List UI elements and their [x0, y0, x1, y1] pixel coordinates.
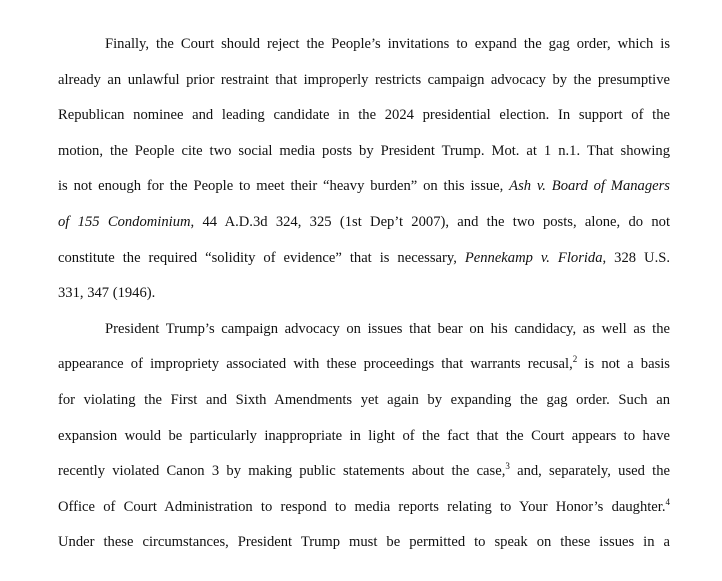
- text-run: Finally, the Court should reject the People’s invitations to expand the gag order, which is: [105, 36, 670, 52]
- footnote-ref: 3: [505, 461, 510, 472]
- text-line: [58, 425, 670, 461]
- text-run: , 44 A.D.3d 324, 325 (1st Dep’t 2007), and the two posts, alone, do not: [190, 213, 671, 230]
- text-run: appearance of impropriety associated with these proceedings that warrants recusal,: [58, 356, 573, 373]
- text-run: , 328 U.S.: [602, 249, 670, 266]
- footnote-ref: 4: [665, 496, 670, 507]
- text-run: for violating the First and Sixth Amendments yet again by expanding the gag order. Such an: [58, 391, 670, 408]
- text-line: [58, 318, 670, 354]
- text-run: expansion would be particularly inappropriate in light of the fact that the Court appears to have: [58, 427, 670, 444]
- text-line: [58, 496, 670, 532]
- paragraph-campaign-advocacy: [58, 318, 670, 567]
- text-run: is not a basis: [577, 356, 670, 373]
- text-run: constitute the required “solidity of evidence” that is necessary,: [58, 249, 465, 266]
- text-line: [58, 282, 670, 318]
- text-run: already an unlawful prior restraint that improperly restricts campaign advocacy by the presumptive: [58, 71, 670, 88]
- text-run: 331, 347 (1946).: [58, 285, 156, 302]
- text-run: Office of Court Administration to respond to media reports relating to Your Honor’s daughter.: [58, 498, 666, 515]
- text-line: [58, 247, 670, 283]
- text-line: [58, 175, 670, 211]
- text-line: [58, 69, 670, 105]
- text-run: is not enough for the People to meet their “heavy burden” on this issue,: [58, 178, 510, 195]
- text-line: [58, 140, 670, 176]
- text-run: Republican nominee and leading candidate in the 2024 presidential election. In support of the: [58, 107, 670, 124]
- text-run: Under these circumstances, President Trump must be permitted to speak on these issues in a: [58, 534, 670, 551]
- case-citation: of 155 Condominium: [58, 213, 191, 230]
- text-line: [58, 104, 670, 140]
- text-line: [58, 211, 670, 247]
- text-run: recently violated Canon 3 by making public statements about the case,: [58, 463, 506, 480]
- text-run: motion, the People cite two social media posts by President Trump. Mot. at 1 n.1. That showing: [58, 142, 670, 159]
- text-run: President Trump’s campaign advocacy on issues that bear on his candidacy, as well as the: [105, 320, 670, 337]
- document-page: [58, 33, 670, 567]
- text-line: [58, 460, 670, 496]
- footnote-ref: 2: [572, 354, 578, 365]
- text-line: [58, 531, 670, 567]
- case-citation: Ash v. Board of Managers: [509, 178, 670, 195]
- paragraph-gag-order: [58, 33, 670, 318]
- text-line: [58, 33, 670, 69]
- text-run: and, separately, used the: [509, 463, 670, 480]
- case-citation: Pennekamp v. Florida: [464, 249, 603, 266]
- text-line: [58, 353, 670, 389]
- text-line: [58, 389, 670, 425]
